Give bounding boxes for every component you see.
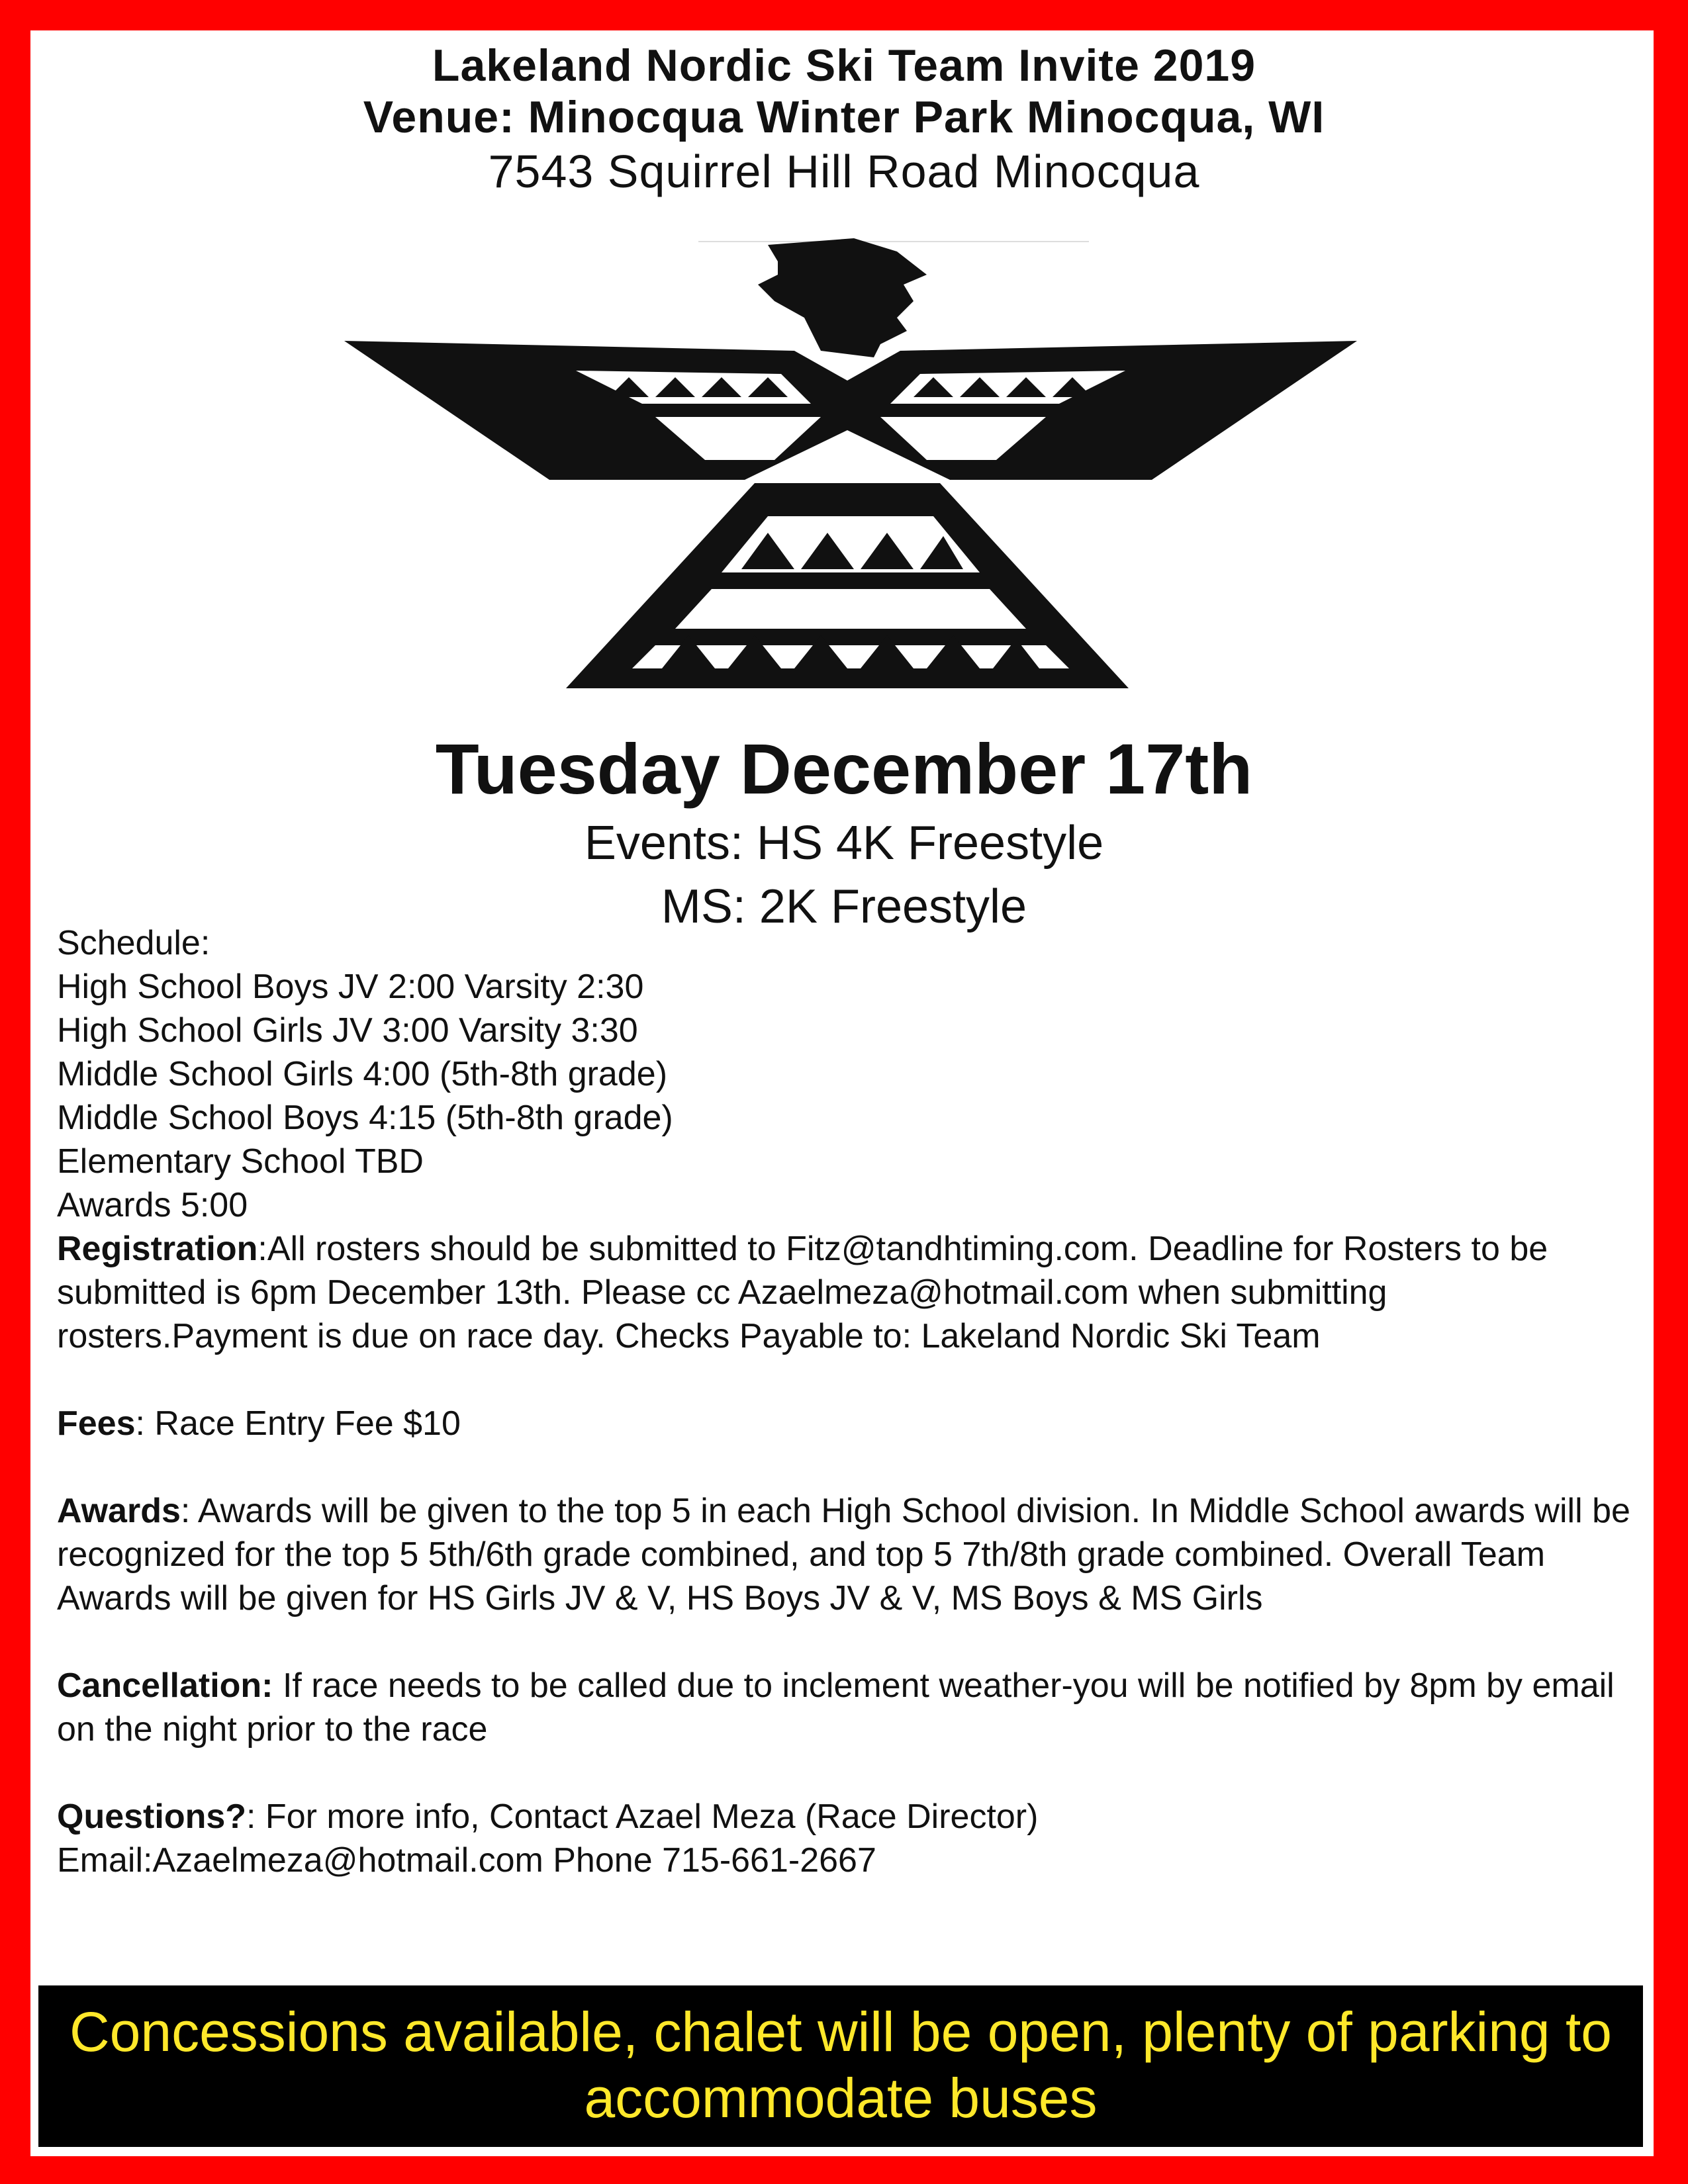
- concessions-banner: Concessions available, chalet will be open, plenty of parking to accommodate buses: [38, 1985, 1643, 2147]
- registration-paragraph: [57, 1227, 1632, 1358]
- fees-label: Fees: [57, 1404, 136, 1443]
- questions-label: Questions?: [57, 1797, 247, 1836]
- questions-paragraph: [57, 1795, 1632, 1839]
- cancellation-paragraph: [57, 1664, 1632, 1751]
- registration-label: Registration: [57, 1230, 258, 1268]
- events-hs: Events: HS 4K Freestyle: [584, 817, 1104, 870]
- fees-paragraph: [57, 1402, 1632, 1445]
- header: [0, 40, 1688, 200]
- event-date: Tuesday December 17th: [435, 729, 1253, 809]
- event-title: Lakeland Nordic Ski Team Invite 2019: [432, 40, 1256, 91]
- events: [0, 811, 1688, 938]
- contact-line: Email:Azaelmeza@hotmail.com Phone 715-661-2667: [57, 1841, 876, 1880]
- cancellation-text: If race needs to be called due to inclement weather-you will be notified by 8pm by email on the night prior to the race: [57, 1666, 1615, 1749]
- fees-text: : Race Entry Fee $10: [135, 1404, 461, 1443]
- venue-line: Venue: Minocqua Winter Park Minocqua, WI: [363, 92, 1325, 142]
- address-line: 7543 Squirrel Hill Road Minocqua: [488, 146, 1200, 197]
- schedule-item: Middle School Boys 4:15 (5th-8th grade): [57, 1099, 673, 1137]
- schedule-item: Elementary School TBD: [57, 1142, 424, 1181]
- details: [57, 921, 1632, 1882]
- awards-text: : Awards will be given to the top 5 in each High School division. In Middle School awards will be recognized for the top 5 5th/6th grade combined, and top 5 7th/8th grade combined. Overall Team Awards will be given for HS Girls JV & V, HS Boys JV & V, MS Boys & MS Girls: [57, 1492, 1630, 1617]
- cancellation-label: Cancellation:: [57, 1666, 273, 1705]
- events-ms: MS: 2K Freestyle: [661, 880, 1027, 933]
- schedule-item: High School Boys JV 2:00 Varsity 2:30: [57, 968, 644, 1006]
- awards-label: Awards: [57, 1492, 181, 1530]
- awards-paragraph: [57, 1489, 1632, 1620]
- questions-text: : For more info, Contact Azael Meza (Race Director): [246, 1797, 1039, 1836]
- thunderbird-icon: [344, 238, 1357, 695]
- schedule-item: Middle School Girls 4:00 (5th-8th grade): [57, 1055, 668, 1093]
- schedule-item: Awards 5:00: [57, 1186, 248, 1224]
- schedule-heading: Schedule:: [57, 924, 211, 962]
- registration-text: :All rosters should be submitted to Fitz@tandhtiming.com. Deadline for Rosters to be submitted is 6pm December 13th. Please cc Azaelmeza@hotmail.com when submitting rosters.Payment is due on race day. Checks Payable to: Lakeland Nordic Ski Team: [57, 1230, 1548, 1355]
- schedule-item: High School Girls JV 3:00 Varsity 3:30: [57, 1011, 638, 1050]
